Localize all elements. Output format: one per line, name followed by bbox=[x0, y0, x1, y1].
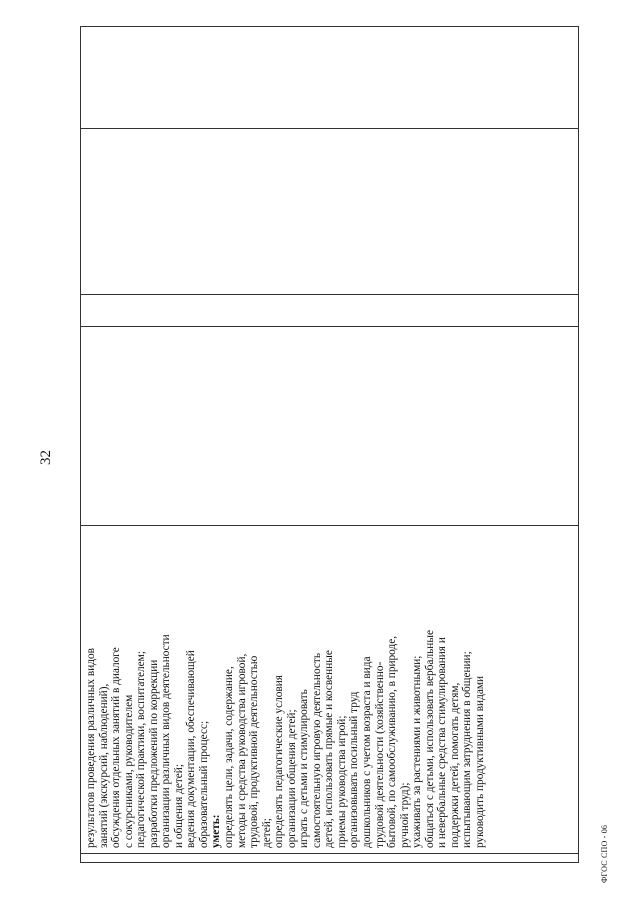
text-line: трудовой деятельности (хозяйственно- bbox=[373, 661, 386, 848]
text-line: занятий (экскурсий, наблюдений), bbox=[97, 683, 110, 848]
table-cell-empty bbox=[81, 327, 579, 526]
page-number: 32 bbox=[38, 450, 54, 465]
text-line: детей; bbox=[260, 818, 273, 848]
text-line: ведения документации, обеспечивающей bbox=[185, 650, 198, 848]
text-line: методы и средства руководства игровой, bbox=[235, 653, 248, 848]
text-line: поддержки детей, помогать детям, bbox=[448, 682, 461, 848]
text-line: ухаживать за растениями и животными; bbox=[411, 655, 424, 848]
text-line: и невербальные средства стимулирования и bbox=[436, 637, 449, 848]
text-line: испытывающим затруднения в общении; bbox=[461, 651, 474, 848]
table-cell-competencies bbox=[81, 526, 579, 854]
table-cell-empty bbox=[81, 129, 579, 295]
table-row bbox=[81, 27, 579, 863]
text-line: с сокурсниками, руководителем bbox=[122, 694, 135, 848]
text-line: обсуждения отдельных занятий в диалоге bbox=[110, 647, 123, 848]
text-line: руководить продуктивными видами bbox=[473, 675, 486, 848]
text-line: дошкольников с учетом возраста и вида bbox=[361, 656, 374, 848]
text-line: приемы руководства игрой; bbox=[335, 715, 348, 848]
text-line: трудовой, продуктивной деятельностью bbox=[248, 655, 261, 848]
competency-lines bbox=[85, 530, 487, 848]
table-cell-empty bbox=[81, 27, 579, 129]
text-line: уметь: bbox=[210, 814, 223, 848]
text-line: организации различных видов деятельности bbox=[160, 634, 173, 848]
text-line: результатов проведения различных видов bbox=[85, 648, 97, 848]
text-line: образовательный процесс; bbox=[197, 720, 210, 848]
text-line: педагогической практики, воспитателем; bbox=[135, 651, 148, 848]
text-line: играть с детьми и стимулировать bbox=[298, 689, 311, 848]
text-line: и общения детей; bbox=[172, 764, 185, 848]
standards-table bbox=[80, 26, 579, 863]
text-line: самостоятельную игровую деятельность bbox=[310, 653, 323, 848]
text-line: разработки предложений по коррекции bbox=[147, 659, 160, 848]
text-line: бытовой, по самообслуживанию, в природе, bbox=[386, 635, 399, 848]
text-line: ручной труд); bbox=[398, 782, 411, 848]
text-line: определять цели, задачи, содержание, bbox=[223, 666, 236, 848]
footer-code: ФГОС СПО - 06 bbox=[600, 824, 609, 883]
text-line: общаться с детьми, использовать вербальные bbox=[423, 630, 436, 848]
table-cell-empty bbox=[81, 295, 579, 327]
table-cell-empty bbox=[81, 854, 579, 863]
text-line: организации общения детей; bbox=[285, 709, 298, 848]
text-line: детей, использовать прямые и косвенные bbox=[323, 650, 336, 848]
text-line: организовывать посильный труд bbox=[348, 691, 361, 848]
text-line: определять педагогические условия bbox=[273, 675, 286, 848]
